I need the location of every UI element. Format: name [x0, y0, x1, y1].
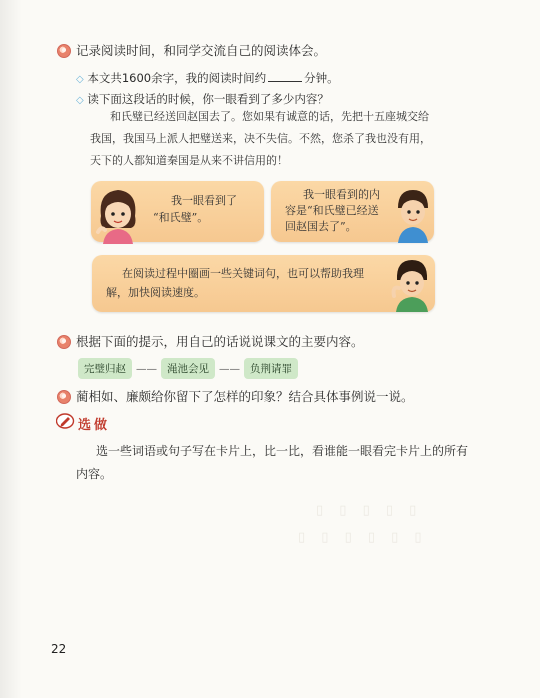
excerpt-line-1: 和氏璧已经送回赵国去了。您如果有诚意的话，先把十五座城交给 — [110, 110, 429, 123]
diamond-icon: ◇ — [76, 95, 84, 106]
excerpt-line-2: 我国，我国马上派人把璧送来，决不失信。不然，您杀了我也没有用， — [90, 132, 431, 145]
tip-line-1: 在阅读过程中圈画一些关键词句，也可以帮助我理 — [122, 267, 364, 280]
reading-time-item — [76, 69, 339, 88]
bleed-through-text: ▯ ▯ ▯ ▯ ▯ — [316, 503, 423, 518]
section3-title: 蔺相如、廉颇给你留下了怎样的印象？结合具体事例说一说。 — [76, 389, 414, 404]
hint-chip: 渑池会见 — [161, 358, 215, 379]
optional-line-1: 选一些词语或句子写在卡片上，比一比，看谁能一眼看完卡片上的所有 — [96, 444, 469, 458]
answer-blank[interactable] — [268, 69, 302, 82]
boy-avatar-icon — [392, 186, 434, 244]
boy-bubble-line-1: 我一眼看到的内 — [303, 188, 380, 201]
bullet-icon — [57, 335, 71, 349]
hint-chip: 负荆请罪 — [244, 358, 298, 379]
section2-title: 根据下面的提示，用自己的话说说课文的主要内容。 — [76, 334, 364, 349]
diamond-icon: ◇ — [76, 74, 84, 85]
tip-line-2: 解，加快阅读速度。 — [106, 286, 205, 299]
hint-chip: 完璧归赵 — [78, 358, 132, 379]
hint-dash: —— — [219, 363, 240, 375]
page-number: 22 — [51, 642, 67, 656]
girl-bubble-line-2: “和氏璧”。 — [153, 211, 209, 224]
hint-chain — [78, 358, 298, 379]
boy-bubble-line-3: 回赵国去了”。 — [285, 220, 357, 233]
boy-bubble-line-2: 容是“和氏璧已经送 — [285, 204, 379, 217]
hint-dash: —— — [136, 363, 157, 375]
question-text: 读下面这段话的时候，你一眼看到了多少内容？ — [87, 92, 329, 106]
bullet-icon — [57, 44, 71, 58]
bleed-through-text: ▯ ▯ ▯ ▯ ▯ ▯ — [298, 530, 428, 545]
reading-time-text: 本文共1600余字，我的阅读时间约 — [87, 71, 267, 85]
bullet-icon — [57, 390, 71, 404]
tip-speech-bubble — [92, 255, 435, 312]
section1-title: 记录阅读时间，和同学交流自己的阅读体会。 — [76, 43, 327, 58]
optional-line-2: 内容。 — [76, 467, 113, 481]
excerpt-line-3: 天下的人都知道秦国是从来不讲信用的！ — [90, 154, 288, 167]
pencil-icon — [56, 413, 76, 429]
optional-label: 选做 — [78, 418, 111, 433]
girl-bubble-line-1: 我一眼看到了 — [171, 194, 237, 207]
student-avatar-icon — [390, 256, 434, 312]
reading-time-unit: 分钟。 — [304, 71, 339, 85]
girl-avatar-icon — [93, 186, 143, 246]
